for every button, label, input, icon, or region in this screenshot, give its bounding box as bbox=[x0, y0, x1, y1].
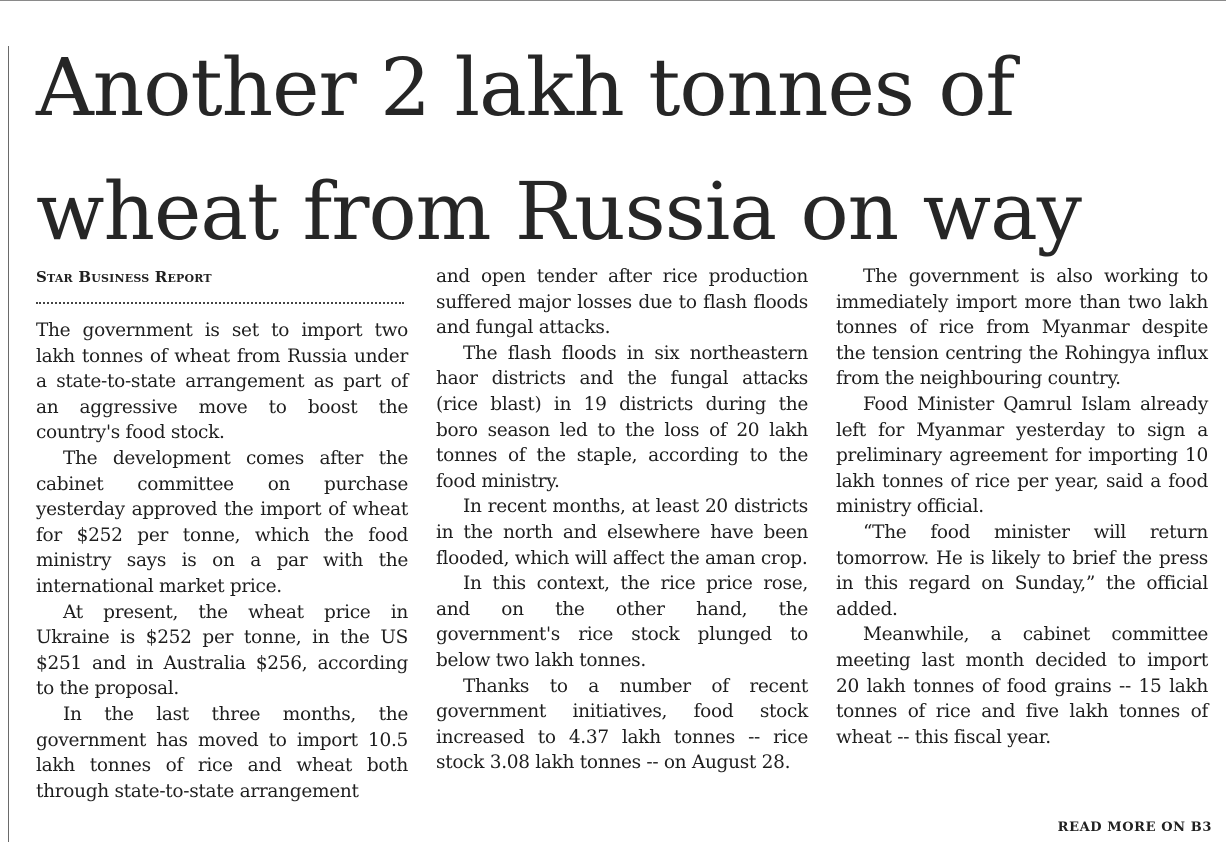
paragraph: and open tender after rice production suffered major losses due to flash floods and fungal attacks. bbox=[436, 266, 808, 339]
article-column-2 bbox=[436, 264, 808, 776]
headline-line-1: Another 2 lakh tonnes of bbox=[36, 41, 1015, 134]
headline bbox=[36, 26, 1216, 274]
paragraph: The government is set to import two lakh tonnes of wheat from Russia under a state-to-state arrangement as part of an aggressive move to boost the country's food stock. bbox=[36, 320, 408, 444]
headline-line-2: wheat from Russia on way bbox=[36, 165, 1081, 258]
paragraph: In this context, the rice price rose, and on the other hand, the government's rice stock plunged to below two lakh tonnes. bbox=[436, 573, 808, 671]
paragraph: Food Minister Qamrul Islam already left for Myanmar yesterday to sign a preliminary agreement for importing 10 lakh tonnes of rice per year, said a food ministry official. bbox=[836, 393, 1208, 518]
paragraph: In the last three months, the government has moved to import 10.5 lakh tonnes of rice and wheat both through state-to-state arrangement bbox=[36, 703, 408, 802]
byline: Star Business Report bbox=[36, 268, 212, 286]
article-column-3 bbox=[836, 264, 1208, 750]
paragraph: “The food minister will return tomorrow. He is likely to brief the press in this regard on Sunday,” the official added. bbox=[836, 521, 1208, 620]
paragraph: Thanks to a number of recent government initiatives, food stock increased to 4.37 lakh tonnes -- rice stock 3.08 lakh tonnes -- on August 28. bbox=[436, 675, 808, 774]
read-more-link[interactable]: READ MORE ON B3 bbox=[1057, 820, 1212, 835]
dotted-divider bbox=[36, 302, 404, 304]
column-rule-left bbox=[8, 46, 9, 842]
paragraph: The development comes after the cabinet committee on purchase yesterday approved the import of wheat for $252 per tonne, which the food ministry says is on a par with the international market price. bbox=[36, 447, 408, 597]
top-rule bbox=[0, 0, 1226, 1]
paragraph: At present, the wheat price in Ukraine is $252 per tonne, in the US $251 and in Australia $256, according to the proposal. bbox=[36, 601, 408, 700]
article-column-1 bbox=[36, 264, 408, 804]
paragraph: The government is also working to immediately import more than two lakh tonnes of rice from Myanmar despite the tension centring the Rohingya influx from the neighbouring country. bbox=[836, 266, 1208, 390]
paragraph: The flash floods in six northeastern haor districts and the fungal attacks (rice blast) in 19 districts during the boro season led to the loss of 20 lakh tonnes of the staple, according to the food ministry. bbox=[436, 342, 808, 492]
paragraph: Meanwhile, a cabinet committee meeting last month decided to import 20 lakh tonnes of food grains -- 15 lakh tonnes of rice and five lakh tonnes of wheat -- this fiscal year. bbox=[836, 624, 1208, 748]
paragraph: In recent months, at least 20 districts in the north and elsewhere have been flooded, which will affect the aman crop. bbox=[436, 496, 808, 569]
